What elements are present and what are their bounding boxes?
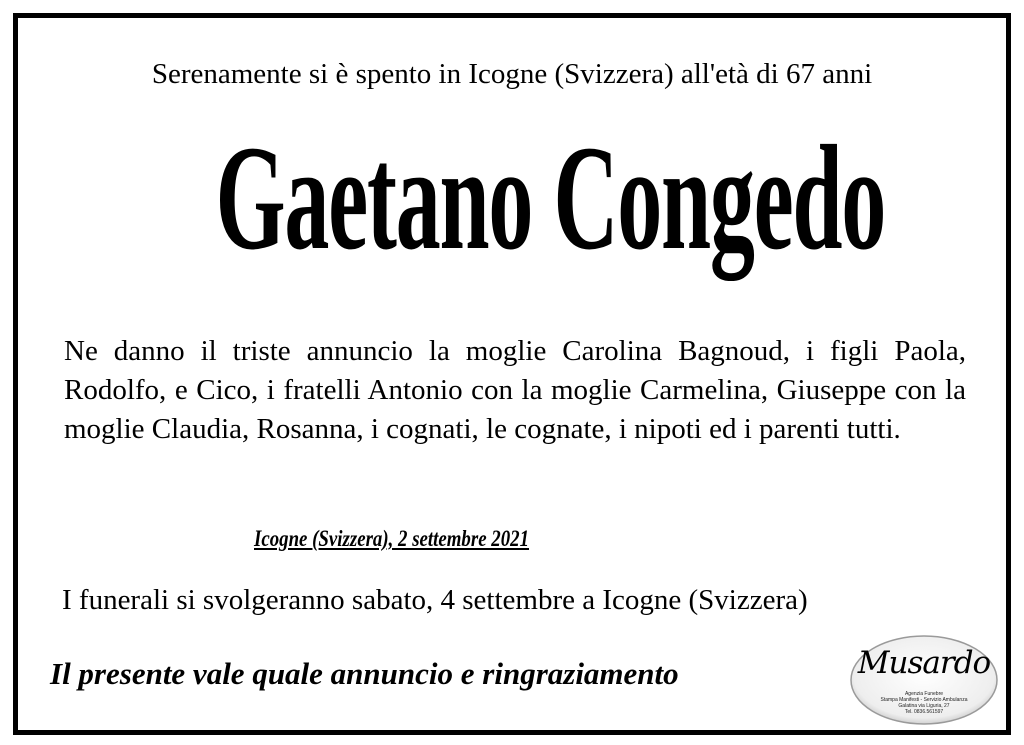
logo-line: Tel. 0836.561597	[904, 709, 944, 715]
deceased-name: Gaetano Congedo	[215, 115, 886, 281]
logo-line: Galatina via Liguria, 27	[898, 703, 950, 709]
closing-line: Il presente vale quale annuncio e ringraziamento	[50, 656, 679, 691]
logo-line: Stampa Manifesti - Servizio Ambulanza	[880, 697, 968, 703]
notice-frame	[13, 13, 1011, 735]
logo-script: Musardo	[857, 645, 991, 681]
logo-details	[848, 691, 1000, 715]
funeral-info: I funerali si svolgeranno sabato, 4 settembre a Icogne (Svizzera)	[62, 584, 808, 616]
logo-line: Agenzia Funebre	[904, 691, 944, 697]
intro-line: Serenamente si è spento in Icogne (Svizzera) all'età di 67 anni	[151, 58, 873, 90]
announcement-text: Ne danno il triste annuncio la moglie Carolina Bagnoud, i figli Paola, Rodolfo, e Cico, i fratelli Antonio con la moglie Carmelina, Giuseppe con la moglie Claudia, Rosanna, i cognati, le cognate, i nipoti ed i parenti tutti.	[64, 335, 966, 445]
place-date: Icogne (Svizzera), 2 settembre 2021	[254, 526, 530, 551]
funeral-agency-logo	[848, 633, 1000, 727]
